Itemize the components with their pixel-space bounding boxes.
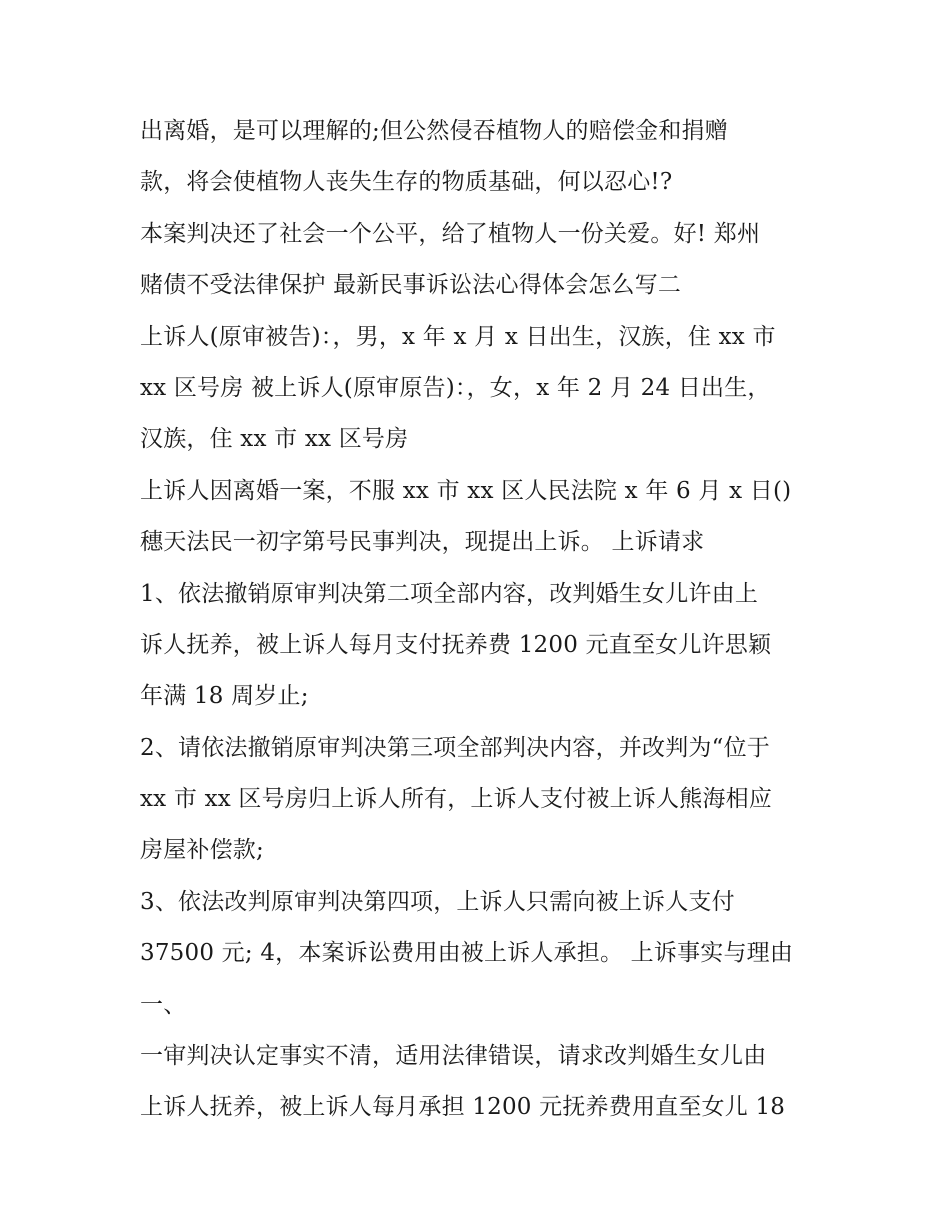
- text-line: 本案判决还了社会一个公平，给了植物人一份关爱。好! 郑州: [140, 220, 761, 247]
- text-line: 汉族，住 xx 市 xx 区号房: [140, 426, 409, 453]
- text-line: 年满 18 周岁止;: [140, 683, 309, 710]
- text-line: 穗天法民一初字第号民事判决，现提出上诉。 上诉请求: [140, 529, 705, 556]
- text-line: 上诉人因离婚一案，不服 xx 市 xx 区人民法院 x 年 6 月 x 日(): [140, 477, 792, 504]
- text-line: 37500 元; 4，本案诉讼费用由被上诉人承担。 上诉事实与理由: [140, 940, 794, 967]
- text-line: 诉人抚养，被上诉人每月支付抚养费 1200 元直至女儿许思颖: [140, 631, 772, 658]
- text-line: 2、请依法撤销原审判决第三项全部判决内容，并改判为“位于: [140, 734, 770, 761]
- text-line: 上诉人抚养，被上诉人每月承担 1200 元抚养费用直至女儿 18: [140, 1094, 786, 1121]
- text-line: 款，将会使植物人丧失生存的物质基础，何以忍心!?: [140, 169, 673, 196]
- text-line: 房屋补偿款;: [140, 837, 264, 864]
- text-line: 一、: [140, 991, 187, 1018]
- text-line: 出离婚，是可以理解的;但公然侵吞植物人的赔偿金和捐赠: [140, 118, 728, 144]
- text-line: 1、依法撤销原审判决第二项全部内容，改判婚生女儿许由上: [140, 580, 759, 607]
- document-body: [140, 106, 820, 1134]
- text-line: 一审判决认定事实不清，适用法律错误，请求改判婚生女儿由: [140, 1043, 767, 1070]
- text-line: 赌债不受法律保护 最新民事诉讼法心得体会怎么写二: [140, 272, 682, 299]
- text-line: 上诉人(原审被告)：，男，x 年 x 月 x 日出生，汉族，住 xx 市: [140, 323, 776, 350]
- text-line: xx 区号房 被上诉人(原审原告)：，女，x 年 2 月 24 日出生，: [140, 374, 771, 401]
- text-line: 3、依法改判原审判决第四项，上诉人只需向被上诉人支付: [140, 888, 735, 915]
- text-line: xx 市 xx 区号房归上诉人所有，上诉人支付被上诉人熊海相应: [140, 786, 773, 813]
